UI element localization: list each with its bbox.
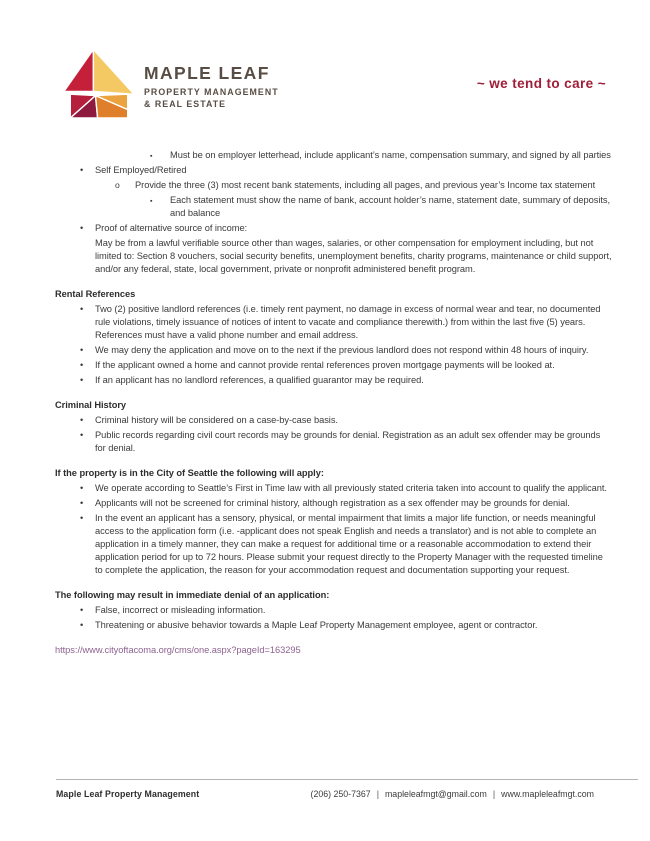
logo-facet-roof-right xyxy=(93,49,134,94)
document-body xyxy=(55,149,613,657)
bullet-item xyxy=(55,374,613,387)
company-logo xyxy=(63,48,279,118)
bullet-text: False, incorrect or misleading information. xyxy=(95,605,266,615)
bullet-text: We operate according to Seattle’s First in Time law with all previously stated criteria taken into account to qualify the applicant. xyxy=(95,483,607,493)
bullet-marker: • xyxy=(80,165,84,175)
bullet-text: Public records regarding civil court records may be grounds for denial. Registration as an adult sex offender may be grounds for denial. xyxy=(95,430,601,453)
footer-email: mapleleafmgt@gmail.com xyxy=(384,789,487,799)
logo-company-name: MAPLE LEAF xyxy=(144,63,270,83)
cityoftacoma-link[interactable]: https://www.cityoftacoma.org/cms/one.aspx?pageId=163295 xyxy=(55,645,301,655)
bullet-marker: o xyxy=(115,180,120,190)
bullet-marker: • xyxy=(80,345,84,355)
logo-subtitle-line2: & REAL ESTATE xyxy=(144,99,227,109)
bullet-marker: • xyxy=(80,430,84,440)
bullet-marker: • xyxy=(80,483,84,493)
bullet-marker: • xyxy=(80,513,84,523)
page-footer xyxy=(56,779,638,799)
bullet-item xyxy=(55,482,613,495)
continuation-paragraph: May be from a lawful verifiable source other than wages, salaries, or other compensation for employment including, but not limited to: Section 8 vouchers, social security benefits, unemployment benefits, charity programs, maintenance or child support, and/or any federal, state, local government, private or nonprofit administered benefit program. xyxy=(95,238,612,274)
section-heading: Rental References xyxy=(55,289,136,299)
bullet-item xyxy=(55,344,613,357)
bullet-marker: • xyxy=(80,375,84,385)
bullet-marker: • xyxy=(80,415,84,425)
footer-company-name: Maple Leaf Property Management xyxy=(56,789,200,799)
bullet-text: Applicants will not be screened for criminal history, although registration as a sex offender may be grounds for denial. xyxy=(95,498,570,508)
bullet-item xyxy=(55,194,613,220)
section-heading: Criminal History xyxy=(55,400,127,410)
bullet-text: Proof of alternative source of income: xyxy=(95,223,248,233)
bullet-marker: • xyxy=(80,304,84,314)
house-logo-icon xyxy=(63,48,135,118)
bullet-text: If the applicant owned a home and cannot provide rental references proven mortgage payments will be looked at. xyxy=(95,360,555,370)
bullet-item xyxy=(55,179,613,192)
footer-contact-info xyxy=(311,789,638,799)
section-heading: If the property is in the City of Seattle the following will apply: xyxy=(55,468,324,478)
bullet-marker: • xyxy=(80,360,84,370)
bullet-marker: • xyxy=(80,620,84,630)
bullet-text: Two (2) positive landlord references (i.e. timely rent payment, no damage in excess of normal wear and tear, no documented rule violations, timely issuance of notices of intent to vacate and compliance therewith.) from within the last five (5) years. References must have a valid phone number and email address. xyxy=(95,304,601,340)
bullet-marker: ▪ xyxy=(150,152,153,160)
link-line xyxy=(55,644,613,657)
bullet-text: Self Employed/Retired xyxy=(95,165,187,175)
logo-text-block xyxy=(144,48,279,109)
bullet-item xyxy=(55,303,613,342)
company-tagline: ~ we tend to care ~ xyxy=(476,76,606,91)
bullet-marker: ▪ xyxy=(150,197,153,205)
section-heading: The following may result in immediate denial of an application: xyxy=(55,590,330,600)
bullet-item xyxy=(55,164,613,177)
bullet-marker: • xyxy=(80,223,84,233)
bullet-marker: • xyxy=(80,605,84,615)
footer-website: www.mapleleafmgt.com xyxy=(501,789,594,799)
bullet-item xyxy=(55,429,613,455)
bullet-item xyxy=(55,149,613,162)
bullet-item xyxy=(55,512,613,577)
bullet-text: Must be on employer letterhead, include applicant’s name, compensation summary, and signed by all parties xyxy=(170,150,611,160)
bullet-text: In the event an applicant has a sensory, physical, or mental impairment that limits a major life function, or needs meaningful access to the application form (i.e. -applicant does not speak English and needs a translator) and is not able to complete an application in a timely manner, they can make a request for additional time or a reasonable accommodation to extend their application period for up to 72 hours. Please submit your request directly to the Property Manager with the requested timeline to complete the application, the reason for your accommodation request and documentation supporting your request. xyxy=(95,513,603,575)
bullet-item xyxy=(55,497,613,510)
footer-phone: (206) 250-7367 xyxy=(310,789,371,799)
footer-separator: | xyxy=(492,789,496,799)
logo-facet-roof-left xyxy=(64,49,93,91)
footer-separator: | xyxy=(376,789,379,799)
bullet-text: If an applicant has no landlord references, a qualified guarantor may be required. xyxy=(95,375,424,385)
bullet-text: Threatening or abusive behavior towards a Maple Leaf Property Management employee, agent or contractor. xyxy=(95,620,538,630)
logo-subtitle-line1: PROPERTY MANAGEMENT xyxy=(144,86,279,97)
bullet-item xyxy=(55,414,613,427)
bullet-text: Each statement must show the name of bank, account holder’s name, statement date, summary of deposits, and balance xyxy=(170,195,611,218)
bullet-marker: • xyxy=(80,498,84,508)
bullet-text: Provide the three (3) most recent bank statements, including all pages, and previous year’s Income tax statement xyxy=(135,180,596,190)
bullet-text: Criminal history will be considered on a case-by-case basis. xyxy=(95,415,338,425)
bullet-item xyxy=(55,604,613,617)
bullet-item xyxy=(55,619,613,632)
bullet-item xyxy=(55,359,613,372)
bullet-item xyxy=(55,222,613,235)
bullet-text: We may deny the application and move on to the next if the previous landlord does not respond within 48 hours of inquiry. xyxy=(95,345,589,355)
